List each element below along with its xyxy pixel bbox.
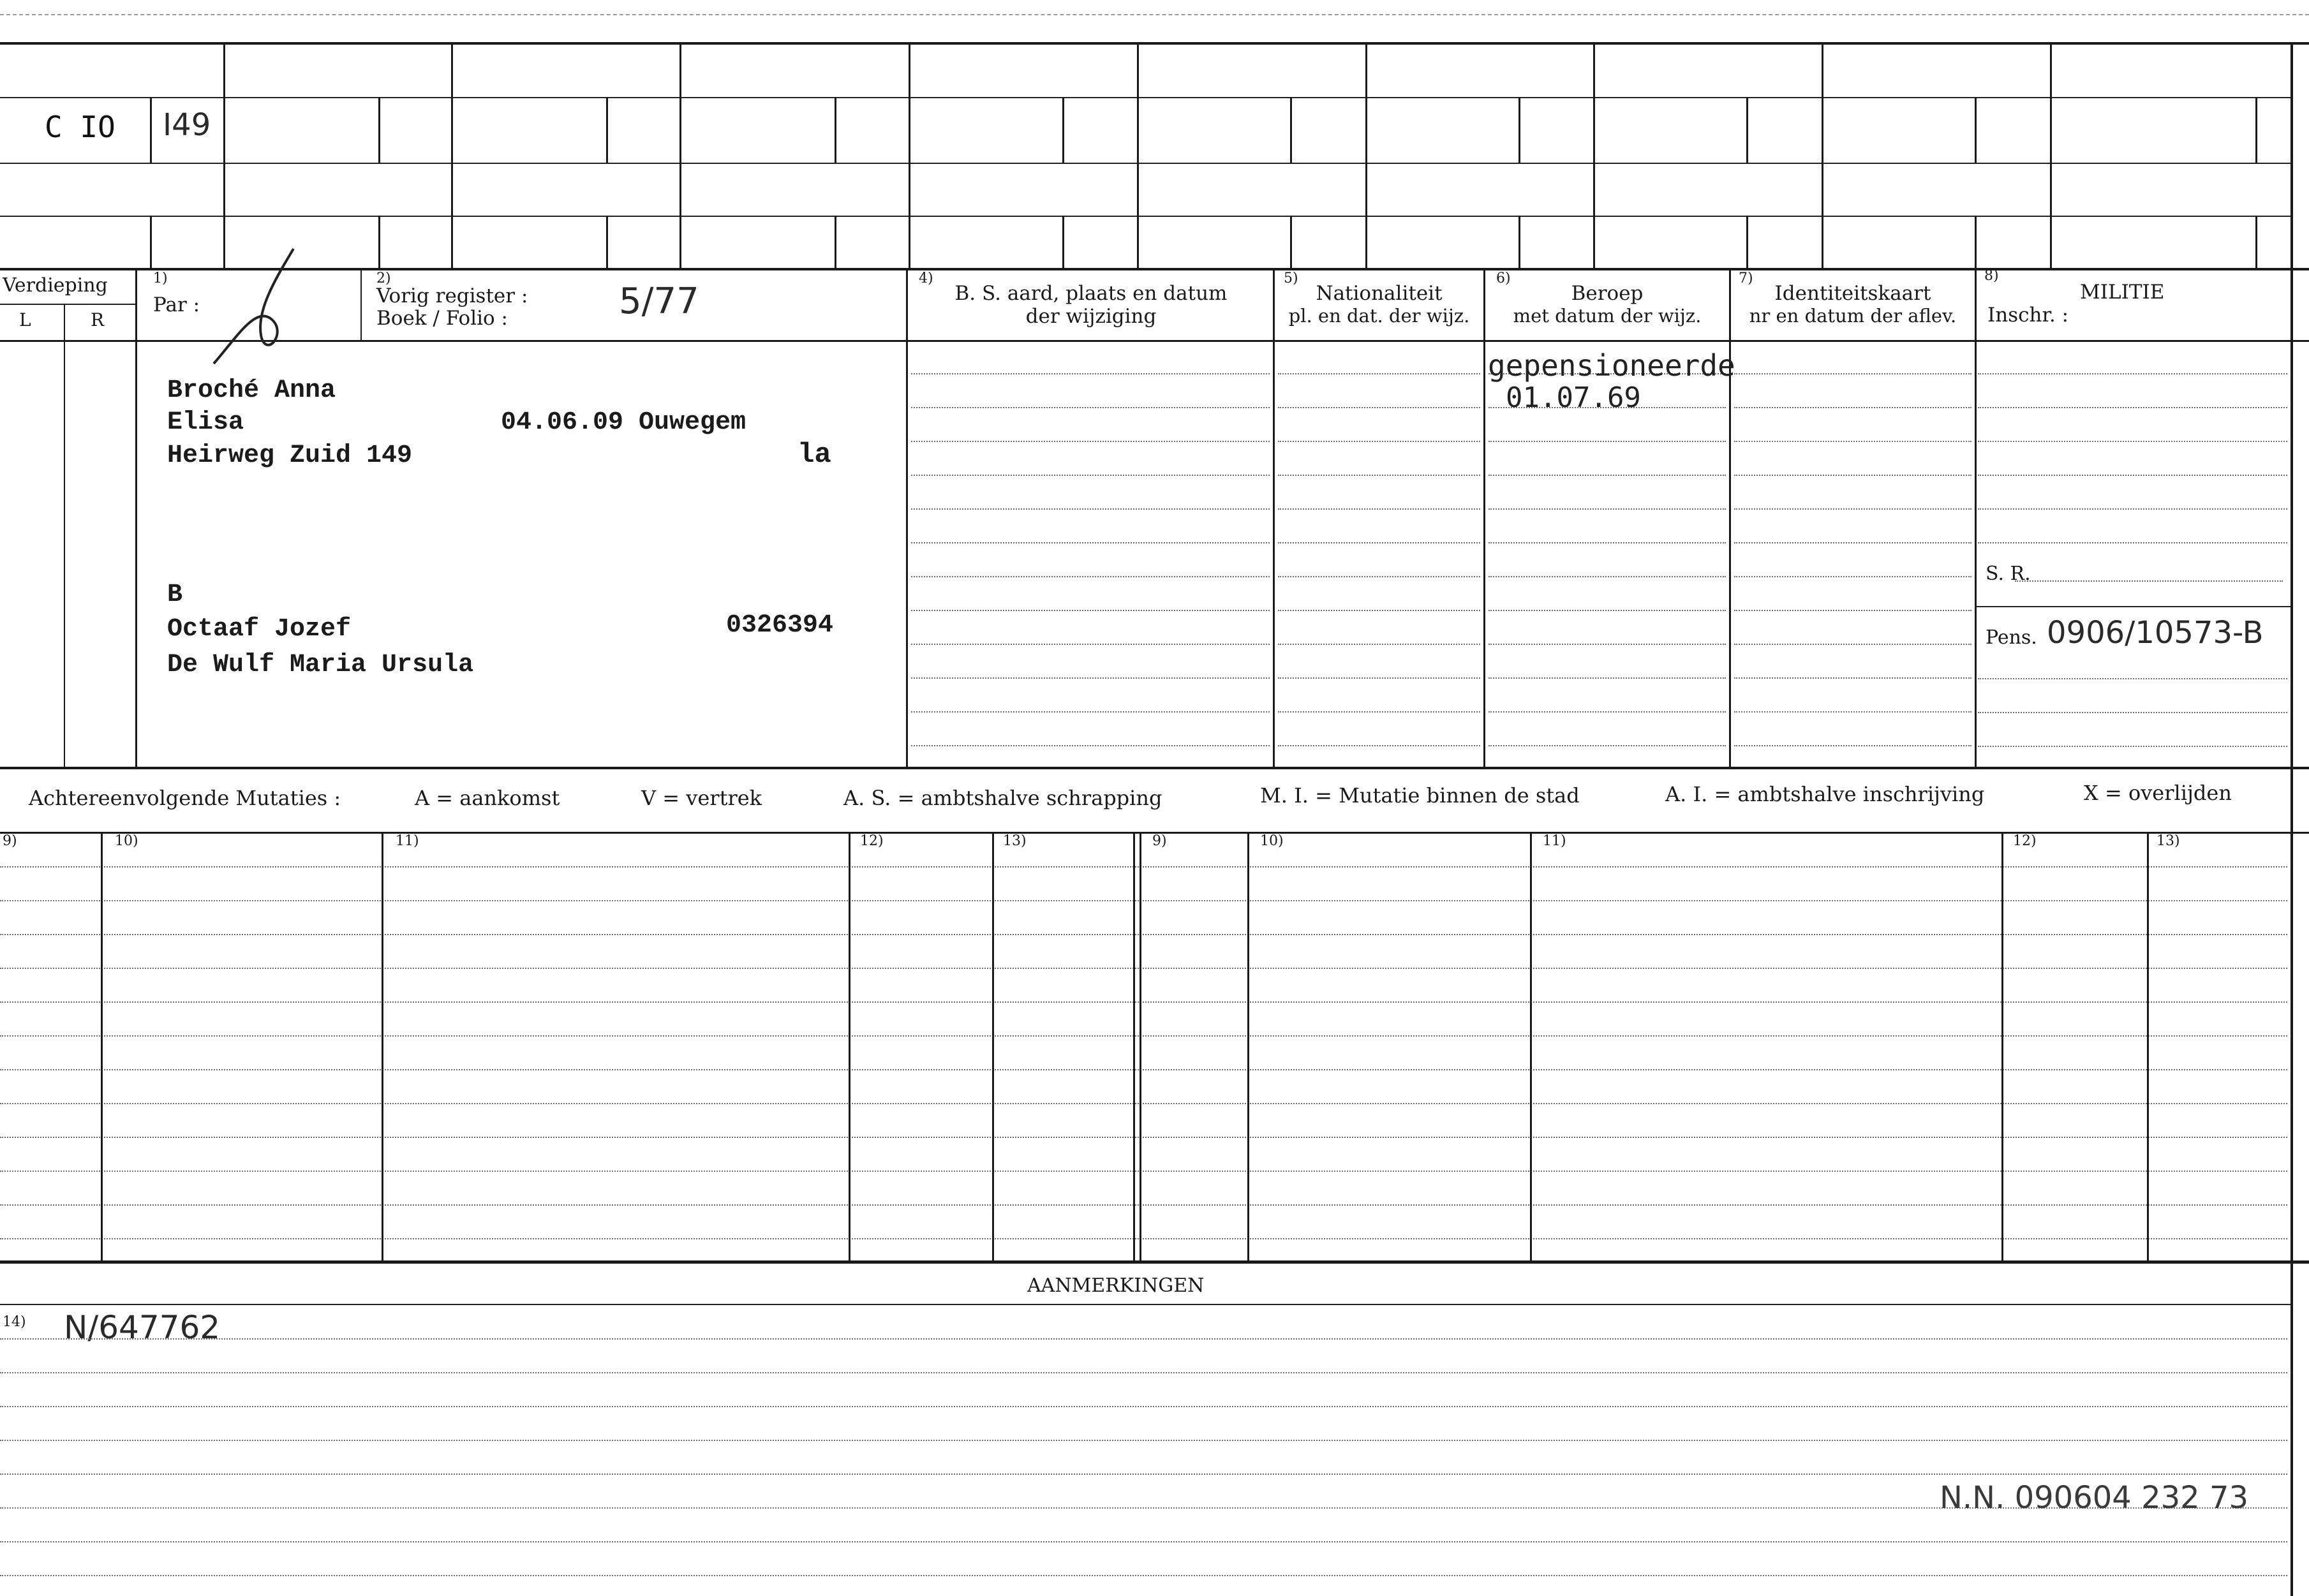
ruled-line: [1489, 711, 1726, 713]
top-grid-vline: [2050, 42, 2052, 268]
ruled-line: [1278, 373, 1480, 374]
field-5-line1: Nationaliteit: [1316, 282, 1443, 305]
mut-col-divider: [1530, 832, 1532, 1260]
top-grid-vline: [679, 42, 681, 268]
sr-divider: [1975, 606, 2290, 607]
ruled-line: [1734, 644, 1971, 645]
sr-dotted-line: [2015, 580, 2283, 582]
ruled-line: [911, 508, 1270, 510]
col-divider: [1483, 268, 1485, 767]
ruled-line: [1278, 576, 1480, 577]
ruled-line: [1278, 475, 1480, 476]
top-grid-minor: [150, 97, 152, 163]
ruled-line: [1278, 407, 1480, 408]
house-number: I49: [163, 107, 211, 143]
ruled-line: [1278, 508, 1480, 510]
ruled-line: [1278, 711, 1480, 713]
top-grid-minor: [378, 97, 380, 163]
ruled-line: [1278, 644, 1480, 645]
field-7-num: 7): [1739, 270, 1753, 286]
person-status: B: [167, 580, 183, 609]
ruled-line: [1489, 441, 1726, 442]
top-grid-minor: [606, 97, 608, 163]
col-divider: [1729, 268, 1731, 767]
field-2-value: 5/77: [619, 281, 699, 322]
top-grid-minor: [1975, 97, 1977, 163]
ruled-line: [1734, 576, 1971, 577]
ruled-line: [0, 1372, 2287, 1373]
top-grid-vline: [909, 42, 910, 268]
ruled-line: [1734, 711, 1971, 713]
field-6-line1: Beroep: [1571, 282, 1644, 305]
mut-col-divider: [1247, 832, 1249, 1260]
col-divider: [135, 268, 137, 767]
ruled-line: [1734, 373, 1971, 374]
person-spouse: Octaaf Jozef: [167, 615, 352, 644]
top-grid-line: [0, 216, 2290, 217]
person-mark: la: [798, 439, 831, 471]
ruled-line: [911, 475, 1270, 476]
floor-left: L: [19, 309, 31, 330]
nn-number: N.N. 090604 232 73: [1940, 1480, 2249, 1516]
ruled-line: [0, 1204, 2287, 1206]
ruled-line: [0, 968, 2287, 969]
mut-col-12-right: 12): [2013, 833, 2037, 849]
ruled-line: [1734, 677, 1971, 679]
field-2-label-2: Boek / Folio :: [376, 307, 508, 330]
ruled-line: [1278, 542, 1480, 543]
ruled-line: [911, 441, 1270, 442]
top-grid-vline: [1593, 42, 1595, 268]
ruled-line: [0, 1069, 2287, 1070]
field-6-num: 6): [1496, 270, 1511, 286]
mut-col-divider: [2147, 832, 2149, 1260]
militie-title: MILITIE: [2080, 281, 2165, 304]
ruled-line: [0, 866, 2287, 868]
field-7-line2: nr en datum der aflev.: [1749, 305, 1957, 327]
ruled-line: [0, 1440, 2287, 1441]
mut-col-divider: [1133, 832, 1135, 1260]
mut-col-divider: [101, 832, 103, 1260]
occupation-date: 01.07.69: [1506, 381, 1641, 414]
remarks-header-line: [0, 1304, 2290, 1305]
militie-sr: S. R.: [1986, 563, 2031, 585]
field-5-line2: pl. en dat. der wijz.: [1288, 305, 1470, 327]
body-bottom-line: [0, 767, 2309, 769]
mut-col-9-left: 9): [3, 833, 17, 849]
register-code: C IO: [45, 110, 115, 144]
ruled-line: [1489, 644, 1726, 645]
legend-x: X = overlijden: [2084, 781, 2232, 805]
top-grid-minor: [1062, 97, 1064, 163]
person-birth: 04.06.09 Ouwegem: [501, 408, 746, 437]
mut-col-13-right: 13): [2157, 833, 2180, 849]
top-grid-minor: [1518, 97, 1520, 163]
legend-ai: A. I. = ambtshalve inschrijving: [1665, 782, 1985, 806]
mut-col-11-left: 11): [396, 833, 419, 849]
ruled-line: [1489, 677, 1726, 679]
ruled-line: [1978, 712, 2287, 713]
ruled-line: [0, 1103, 2287, 1104]
mut-col-9-right: 9): [1152, 833, 1167, 849]
person-given-names: Elisa: [167, 408, 244, 437]
field-7-line1: Identiteitskaart: [1774, 282, 1931, 305]
ruled-line: [911, 407, 1270, 408]
pens-value: 0906/10573-B: [2047, 615, 2264, 651]
top-grid-minor: [1290, 216, 1292, 268]
ruled-line: [1489, 610, 1726, 611]
militie-inschr: Inschr. :: [1987, 304, 2069, 327]
field-4-line1: B. S. aard, plaats en datum: [954, 282, 1228, 305]
top-grid-bottom: [0, 268, 2309, 270]
mut-col-13-left: 13): [1003, 833, 1027, 849]
top-grid-vline: [1137, 42, 1139, 268]
top-grid-vline: [451, 42, 453, 268]
top-grid-minor: [1062, 216, 1064, 268]
ruled-line: [0, 1474, 2287, 1475]
field-4-line2: der wijziging: [1025, 305, 1157, 328]
field-8-num: 8): [1984, 268, 1999, 284]
field-2-label-1: Vorig register :: [376, 284, 528, 307]
ruled-line: [0, 1238, 2287, 1239]
ruled-line: [1278, 745, 1480, 746]
right-border: [2290, 42, 2293, 1596]
top-grid-minor: [378, 216, 380, 268]
ruled-line: [0, 1406, 2287, 1407]
ruled-line: [911, 745, 1270, 746]
ruled-line: [1978, 373, 2287, 374]
top-grid-minor: [1746, 216, 1748, 268]
remarks-title: AANMERKINGEN: [1027, 1275, 1205, 1297]
ruled-line: [1978, 678, 2287, 679]
top-grid-minor: [2255, 216, 2257, 268]
field-5-num: 5): [1284, 270, 1298, 286]
ruled-line: [1278, 677, 1480, 679]
mut-col-divider: [992, 832, 994, 1260]
remarks-num: 14): [3, 1314, 26, 1330]
legend-mi: M. I. = Mutatie binnen de stad: [1260, 783, 1580, 808]
ruled-line: [1978, 475, 2287, 476]
header-bottom-line: [0, 340, 2309, 342]
mut-col-12-left: 12): [860, 833, 884, 849]
ruled-line: [0, 900, 2287, 901]
field-6-line2: met datum der wijz.: [1513, 305, 1702, 327]
ruled-line: [1734, 407, 1971, 408]
ruled-line: [0, 1575, 2287, 1576]
field-1-num: 1): [153, 270, 168, 286]
ruled-line: [1489, 576, 1726, 577]
occupation-value: gepensioneerde: [1488, 348, 1735, 383]
ruled-line: [0, 1338, 2287, 1340]
ruled-line: [1489, 475, 1726, 476]
mut-col-divider: [2001, 832, 2003, 1260]
remarks-top-line: [0, 1260, 2309, 1264]
top-grid-line: [0, 97, 2290, 98]
ruled-line: [1489, 542, 1726, 543]
col-divider: [906, 268, 908, 767]
ruled-line: [1734, 475, 1971, 476]
top-grid-minor: [606, 216, 608, 268]
mut-col-10-right: 10): [1260, 833, 1284, 849]
top-grid-vline: [1365, 42, 1367, 268]
mut-col-divider: [1140, 832, 1141, 1260]
legend-a: A = aankomst: [415, 786, 560, 810]
ruled-line: [1734, 508, 1971, 510]
mut-col-10-left: 10): [115, 833, 138, 849]
person-name: Broché Anna: [167, 376, 336, 405]
ruled-line: [1489, 745, 1726, 746]
par-handwritten-mark: [211, 242, 300, 370]
ruled-line: [911, 373, 1270, 374]
mut-col-11-right: 11): [1543, 833, 1566, 849]
ruled-line: [911, 542, 1270, 543]
col-divider: [1273, 268, 1275, 767]
top-grid-minor: [835, 97, 836, 163]
col-divider: [1975, 268, 1977, 767]
person-parent: De Wulf Maria Ursula: [167, 651, 474, 679]
ruled-line: [911, 576, 1270, 577]
field-1-label: Par :: [153, 293, 200, 316]
ruled-line: [1978, 542, 2287, 543]
ruled-line: [1734, 610, 1971, 611]
field-2-num: 2): [376, 270, 391, 286]
ruled-line: [911, 644, 1270, 645]
field-4-num: 4): [919, 270, 933, 286]
legend-v: V = vertrek: [641, 786, 762, 810]
ruled-line: [1978, 746, 2287, 747]
ruled-line: [1278, 441, 1480, 442]
top-grid-vline: [223, 42, 225, 268]
ruled-line: [0, 1541, 2287, 1542]
ruled-line: [0, 1137, 2287, 1138]
top-grid-minor: [1518, 216, 1520, 268]
top-grid-line: [0, 163, 2290, 164]
ruled-line: [1278, 610, 1480, 611]
person-address: Heirweg Zuid 149: [167, 441, 413, 470]
ruled-line: [911, 610, 1270, 611]
ruled-line: [0, 934, 2287, 935]
remarks-value: N/647762: [64, 1309, 221, 1346]
ruled-line: [0, 1001, 2287, 1003]
top-border: [0, 42, 2309, 45]
person-reference: 0326394: [726, 611, 834, 640]
top-grid-minor: [835, 216, 836, 268]
ruled-line: [1978, 508, 2287, 510]
ruled-line: [1734, 441, 1971, 442]
mut-col-divider: [849, 832, 850, 1260]
col-divider: [360, 268, 362, 340]
floor-right: R: [91, 309, 105, 330]
floor-divider: [0, 304, 135, 305]
top-grid-vline: [1822, 42, 1823, 268]
top-edge-line: [0, 14, 2309, 15]
ruled-line: [1978, 407, 2287, 408]
top-grid-minor: [150, 216, 152, 268]
ruled-line: [911, 677, 1270, 679]
ruled-line: [1734, 542, 1971, 543]
ruled-line: [1978, 441, 2287, 442]
ruled-line: [1489, 508, 1726, 510]
floor-title: Verdieping: [3, 274, 108, 297]
ruled-line: [0, 1035, 2287, 1037]
top-grid-minor: [2255, 97, 2257, 163]
floor-lr-divider: [64, 304, 65, 767]
mut-col-divider: [382, 832, 383, 1260]
ruled-line: [0, 1171, 2287, 1172]
legend-as: A. S. = ambtshalve schrapping: [843, 786, 1162, 810]
top-grid-minor: [1290, 97, 1292, 163]
ruled-line: [911, 711, 1270, 713]
pens-label: Pens.: [1986, 626, 2037, 649]
top-grid-minor: [1746, 97, 1748, 163]
top-grid-minor: [1975, 216, 1977, 268]
mutations-title: Achtereenvolgende Mutaties :: [29, 786, 341, 810]
ruled-line: [1734, 745, 1971, 746]
